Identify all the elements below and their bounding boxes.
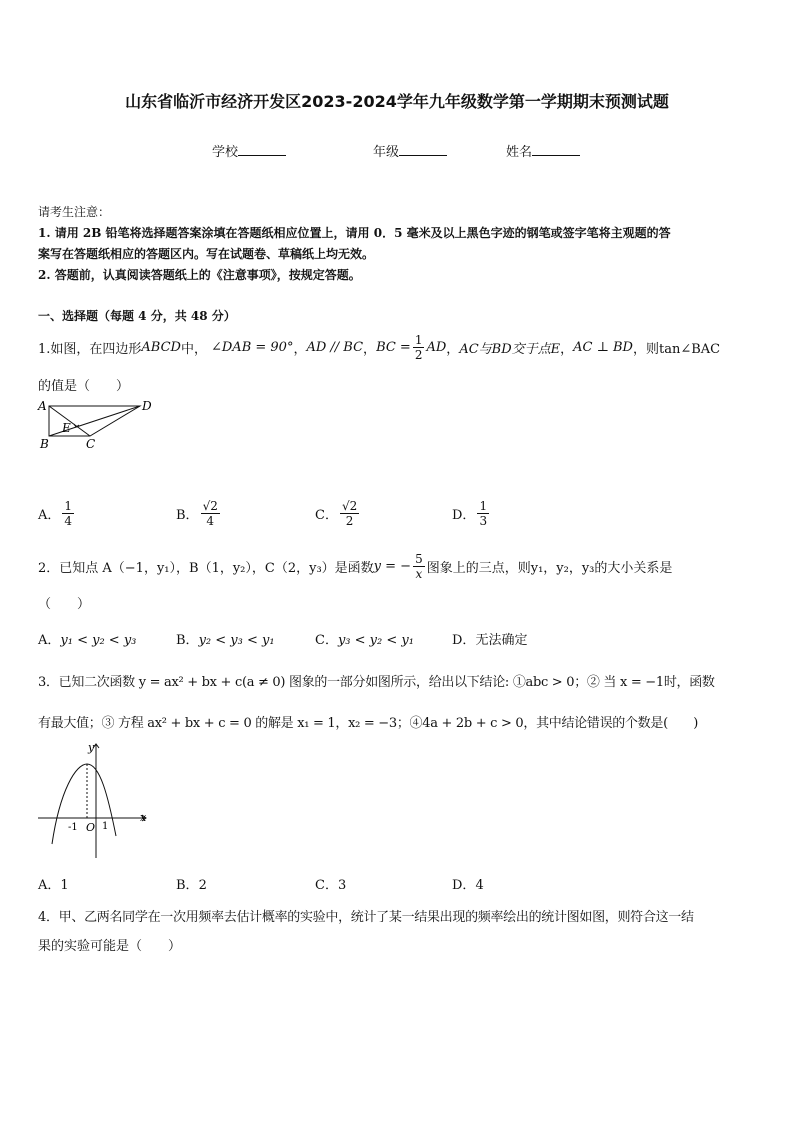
q1-option-d: D． $\frac{1}{3}$ [452, 498, 488, 528]
notice-heading: 请考生注意： [38, 205, 111, 219]
notice-line-1b: 案写在答题纸相应的答题区内。写在试题卷、草稿纸上均无效。 [38, 247, 375, 261]
q1-option-c: C． $\frac{√2}{2}$ [315, 498, 358, 528]
label-e: E [62, 421, 71, 435]
label-one: 1 [102, 821, 109, 832]
parabola-curve [52, 764, 116, 844]
label-a: A [38, 399, 47, 413]
label-x: x [140, 811, 147, 824]
fraction-half: $\frac{1}{2}$ [414, 332, 423, 362]
notice-line-2: 2. 答题前，认真阅读答题纸上的《注意事项》，按规定答题。 [38, 268, 361, 282]
section-heading: 一、选择题（每题 4 分，共 48 分） [38, 309, 236, 323]
grade-blank [399, 145, 447, 156]
q2-option-c: C．y₃ < y₂ < y₁ [315, 633, 414, 648]
label-b: B [40, 437, 49, 451]
question-2-paren: （ ） [38, 597, 91, 612]
q1-option-b: B． $\frac{√2}{4}$ [176, 498, 218, 528]
question-1-ask: 的值是（ ） [38, 379, 130, 394]
question-3-line-2: 有最大值；③ 方程 ax² + bx + c = 0 的解是 x₁ = 1，x₂ = −3；④4a + 2b + c > 0，其中结论错误的个数是( ) [38, 716, 699, 731]
q3-option-b: B．2 [176, 878, 207, 893]
school-blank [238, 145, 286, 156]
label-y: y [88, 741, 95, 754]
q2-option-a: A．y₁ < y₂ < y₃ [38, 633, 137, 648]
question-4-line-2: 果的实验可能是（ ） [38, 939, 182, 954]
q3-option-c: C．3 [315, 878, 347, 893]
label-d: D [142, 399, 152, 413]
name-blank [532, 145, 580, 156]
q3-option-d: D．4 [452, 878, 484, 893]
question-3-line-1: 3．已知二次函数 y = ax² + bx + c(a ≠ 0) 图象的一部分如图所示，给出以下结论: ①abc > 0；② 当 x = −1时，函数 [38, 675, 715, 690]
question-1-figure [34, 396, 158, 452]
question-2-text: 2．已知点 A（−1，y₁），B（1，y₂），C（2，y₃）是函数 y = − $\frac{5}{x}$ 图象上的三点，则y₁，y₂，y₃的大小关系是 [38, 551, 673, 581]
school-field [212, 141, 286, 160]
question-3-figure [34, 740, 154, 862]
label-origin: O [86, 821, 96, 834]
grade-label: 年级 [373, 145, 400, 160]
label-c: C [86, 437, 96, 451]
q1-option-a: A． $\frac{1}{4}$ [38, 498, 73, 528]
name-field [506, 141, 580, 160]
q2-option-d: D．无法确定 [452, 633, 528, 648]
question-4-line-1: 4．甲、乙两名同学在一次用频率去估计概率的实验中，统计了某一结果出现的频率绘出的统计图如图，则符合这一结 [38, 910, 694, 925]
q3-option-a: A．1 [38, 878, 69, 893]
page-title: 山东省临沂市经济开发区2023-2024学年九年级数学第一学期期末预测试题 [125, 92, 669, 111]
name-label: 姓名 [506, 145, 533, 160]
question-1-text: 1.如图，在四边形 ABCD 中， ∠DAB = 90° ， AD // BC ， BC = $\frac{1}{2}$ AD ， AC与BD交于点E ， AC ⊥ BD ， 则tan∠BAC [38, 332, 721, 362]
q2-option-b: B．y₂ < y₃ < y₁ [176, 633, 275, 648]
grade-field [373, 141, 447, 160]
label-neg1: -1 [68, 822, 78, 833]
school-label: 学校 [212, 145, 239, 160]
notice-line-1a: 1. 请用 2B 铅笔将选择题答案涂填在答题纸相应位置上，请用 0．5 毫米及以上黑色字迹的钢笔或签字笔将主观题的答 [38, 226, 671, 240]
